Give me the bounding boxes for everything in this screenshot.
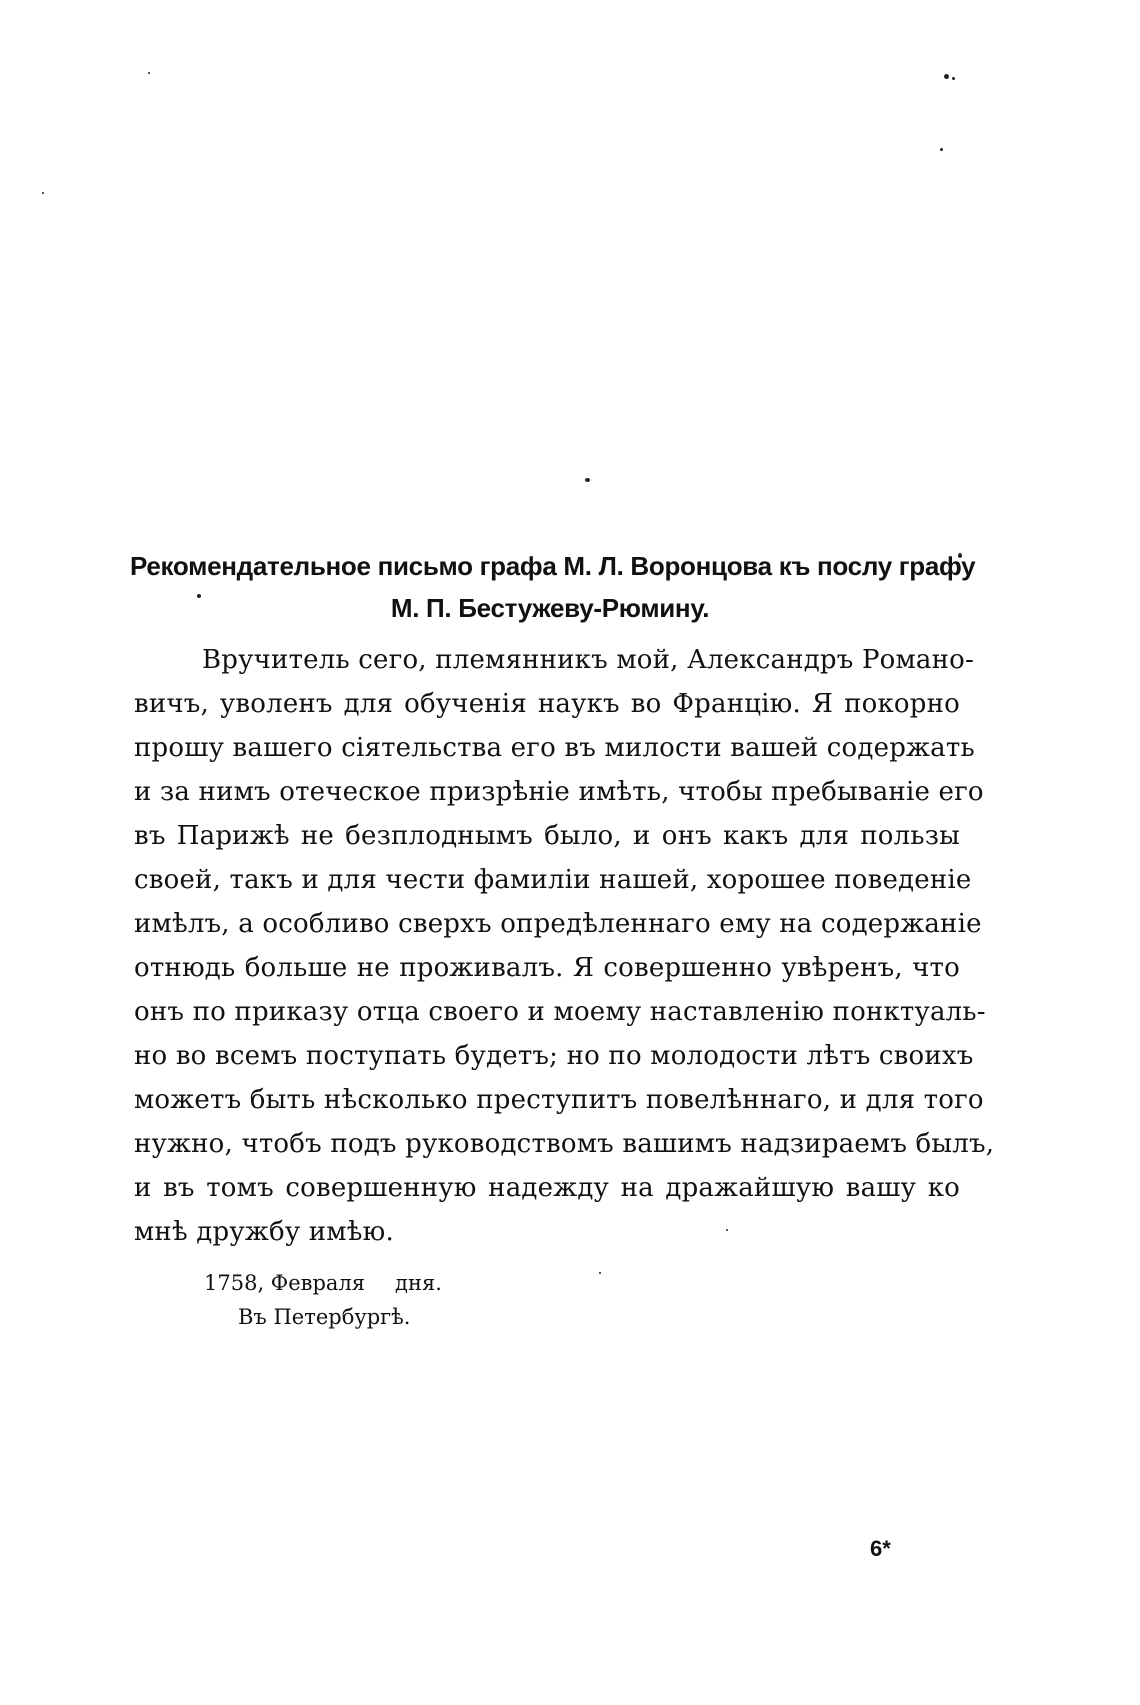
letter-line: отнюдь больше не проживалъ. Я совершенно увѣренъ, что [134,953,960,983]
letter-line: но во всемъ поступать будетъ; но по молодости лѣтъ своихъ [134,1041,974,1071]
letter-line: Вручитель сего, племянникъ мой, Александръ Романо- [202,645,974,675]
letter-line: имѣлъ, а особливо сверхъ опредѣленнаго ему на содержаніе [134,909,982,939]
letter-line: мнѣ дружбу имѣю. [134,1217,394,1247]
letter-line: вичъ, уволенъ для обученія наукъ во Францію. Я покорно [134,689,960,719]
letter-line: своей, такъ и для чести фамиліи нашей, хорошее поведеніе [134,865,972,895]
scan-speck [148,72,150,74]
scan-speck [944,74,949,79]
letter-date [204,1266,442,1300]
page-number: 6* [870,1536,891,1561]
date-text: 1758, Февраля [204,1271,366,1295]
letter-line: можетъ быть нѣсколько преступитъ повелѣннаго, и для того [134,1085,984,1115]
scan-speck [599,1272,601,1274]
letter-title-line-2: М. П. Бестужеву-Рюмину. [390,593,710,623]
day-word: дня. [395,1271,442,1295]
letter-title-line-1: Рекомендательное письмо графа М. Л. Воронцова къ послу графу [130,551,976,581]
letter-line: и за нимъ отеческое призрѣніе имѣть, чтобы пребываніе его [134,777,984,807]
letter-place: Въ Петербургѣ. [238,1305,411,1329]
letter-line: въ Парижѣ не безплоднымъ было, и онъ какъ для пользы [134,821,960,851]
letter-line: онъ по приказу отца своего и моему наставленію понктуаль- [134,997,986,1027]
letter-line: прошу вашего сіятельства его въ милости вашей содержать [134,733,975,763]
scan-speck [952,77,955,80]
scan-speck [940,148,943,151]
letter-body [134,638,995,1254]
scan-speck [42,192,44,194]
scan-speck [585,478,590,482]
letter-line: нужно, чтобъ подъ руководствомъ вашимъ надзираемъ былъ, [134,1129,995,1159]
letter-line: и въ томъ совершенную надежду на дражайшую вашу ко [134,1173,960,1203]
